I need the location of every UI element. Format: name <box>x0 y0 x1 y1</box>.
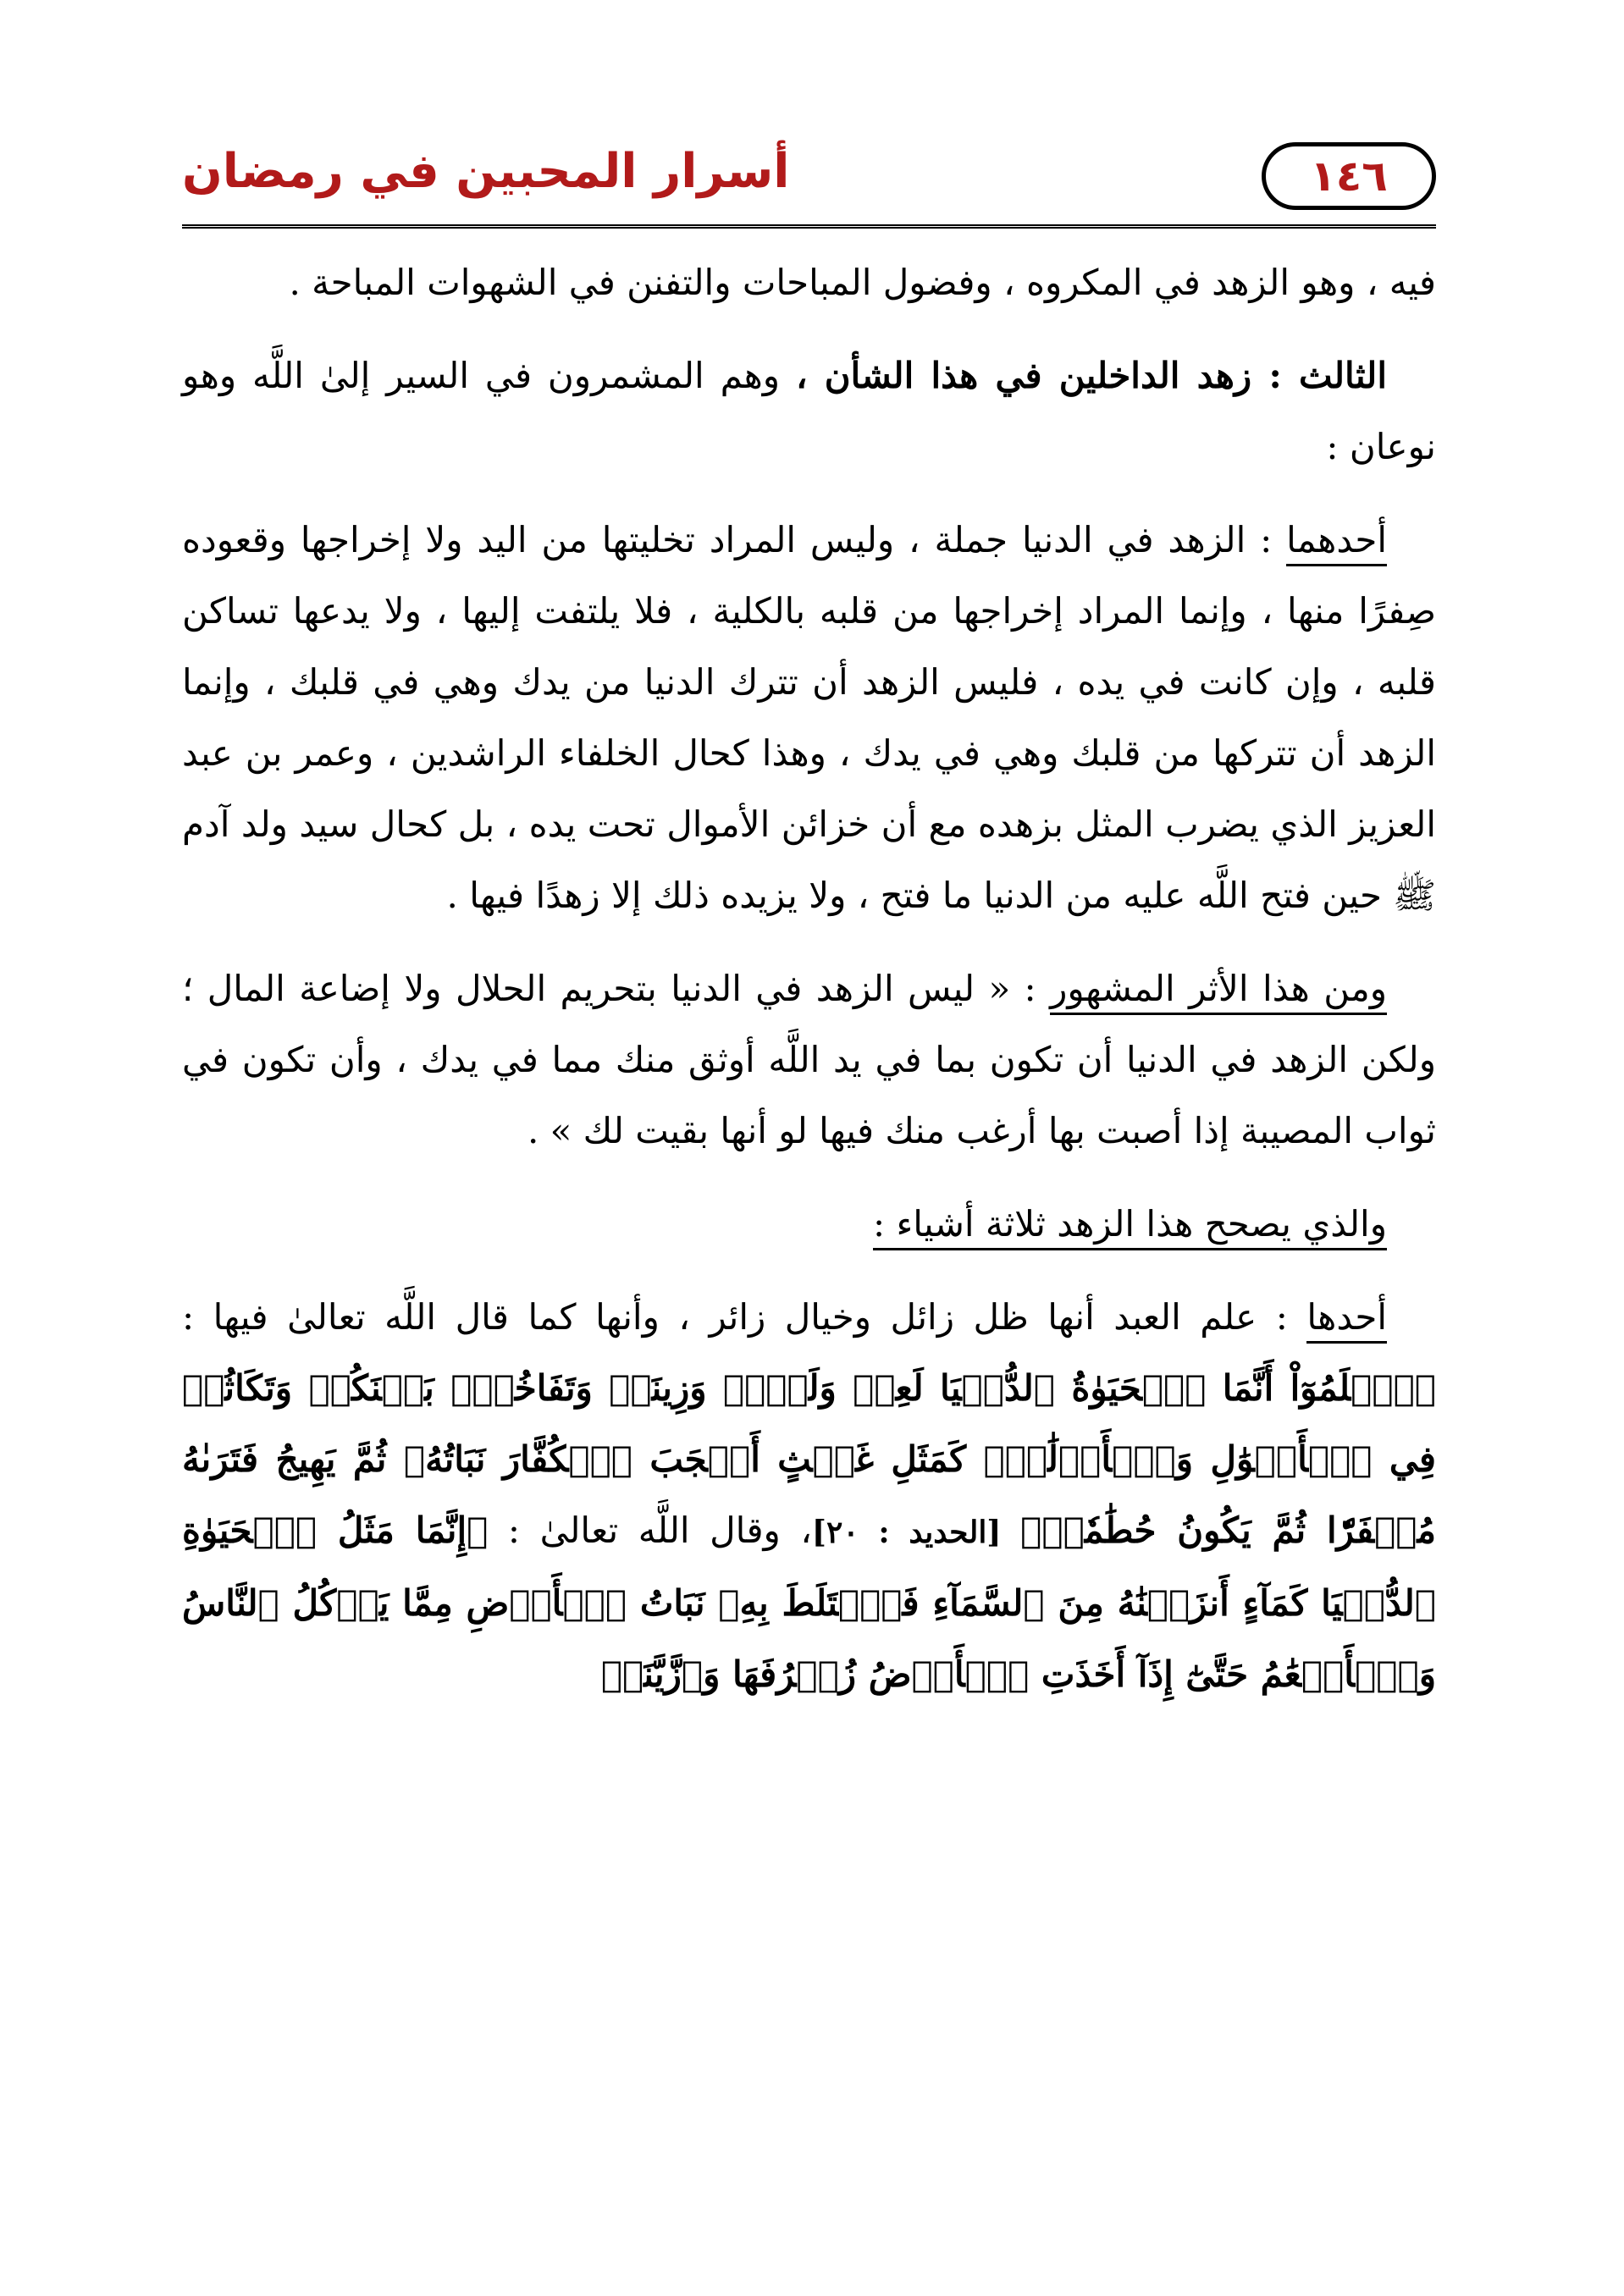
paragraph-2 <box>182 340 1436 483</box>
page-body <box>182 247 1436 1732</box>
paragraph-4-lead: ومن هذا الأثر المشهور <box>1050 968 1387 1015</box>
paragraph-2-heading: الثالث : زهد الداخلين في هذا الشأن ، <box>795 355 1387 396</box>
paragraph-1-text: فيه ، وهو الزهد في المكروه ، وفضول المباحات والتفنن في الشهوات المباحة . <box>289 262 1436 303</box>
header-divider <box>182 224 1436 229</box>
paragraph-3 <box>182 505 1436 931</box>
paragraph-2-text: وهم المشمرون في السير إلىٰ اللَّه وهو نوعان : <box>182 355 1436 467</box>
paragraph-6-text-b: ، وقال اللَّه تعالىٰ : <box>488 1510 812 1551</box>
page-header <box>182 127 1436 229</box>
quran-verse-hadid: ﴿ٱعۡلَمُوٓاْ أَنَّمَا ٱلۡحَيَوٰةُ ٱلدُّنۡيَا لَعِبٞ وَلَهۡوٞ وَزِينَةٞ وَتَفَاخُرُۢ بَيۡنَكُمۡ وَتَكَاثُرٞ فِي ٱلۡأَمۡوَٰلِ وَٱلۡأَوۡلَٰدِۖ كَمَثَلِ غَيۡثٍ أَعۡجَبَ ٱلۡكُفَّارَ نَبَاتُهُۥ ثُمَّ يَهِيجُ فَتَرَىٰهُ مُصۡفَرّٗا ثُمَّ يَكُونُ حُطَٰمٗاۖ﴾ <box>182 1367 1436 1551</box>
page-number: ١٤٦ <box>1310 152 1388 201</box>
paragraph-6 <box>182 1282 1436 1710</box>
paragraph-4 <box>182 953 1436 1167</box>
paragraph-3-text: : الزهد في الدنيا جملة ، وليس المراد تخليتها من اليد ولا إخراجها وقعوده صِفرًا منها ، وإنما المراد إخراجها من قلبه بالكلية ، فلا يلتفت إليها ، ولا يدعها تساكن قلبه ، وإن كانت في يده ، فليس الزهد أن تترك الدنيا من يدك وهي في قلبك ، وإنما الزهد أن تتركها من قلبك وهي في يدك ، وهذا كحال الخلفاء الراشدين ، وعمر بن عبد العزيز الذي يضرب المثل بزهده مع أن خزائن الأموال تحت يده ، بل كحال سيد ولد آدم ﷺ حين فتح اللَّه عليه من الدنيا ما فتح ، ولا يزيده ذلك إلا زهدًا فيها . <box>182 519 1436 916</box>
paragraph-6-text-a: : علم العبد أنها ظل زائل وخيال زائر ، وأنها كما قال اللَّه تعالىٰ فيها : <box>182 1296 1307 1338</box>
paragraph-3-lead: أحدهما <box>1286 519 1387 566</box>
paragraph-1 <box>182 247 1436 318</box>
page-number-badge <box>1262 142 1436 210</box>
verse-reference: [الحديد : ٢٠] <box>811 1515 1021 1550</box>
paragraph-4-text: : « ليس الزهد في الدنيا بتحريم الحلال ولا إضاعة المال ؛ ولكن الزهد في الدنيا أن تكون بما في يد اللَّه أوثق منك مما في يدك ، وأن تكون في ثواب المصيبة إذا أصبت بها أرغب منك فيها لو أنها بقيت لك » . <box>182 968 1436 1151</box>
quran-verse-yunus: ﴿إِنَّمَا مَثَلُ ٱلۡحَيَوٰةِ ٱلدُّنۡيَا كَمَآءٍ أَنزَلۡنَٰهُ مِنَ ٱلسَّمَآءِ فَٱخۡتَلَطَ بِهِۦ نَبَاتُ ٱلۡأَرۡضِ مِمَّا يَأۡكُلُ ٱلنَّاسُ وَٱلۡأَنۡعَٰمُ حَتَّىٰٓ إِذَآ أَخَذَتِ ٱلۡأَرۡضُ زُخۡرُفَهَا وَٱزَّيَّنَتۡ <box>182 1510 1436 1695</box>
paragraph-5 <box>182 1189 1436 1260</box>
paragraph-5-heading: والذي يصحح هذا الزهد ثلاثة أشياء : <box>873 1203 1387 1250</box>
paragraph-6-lead: أحدها <box>1306 1296 1387 1344</box>
book-title: أسرار المحبين في رمضان <box>182 144 790 199</box>
